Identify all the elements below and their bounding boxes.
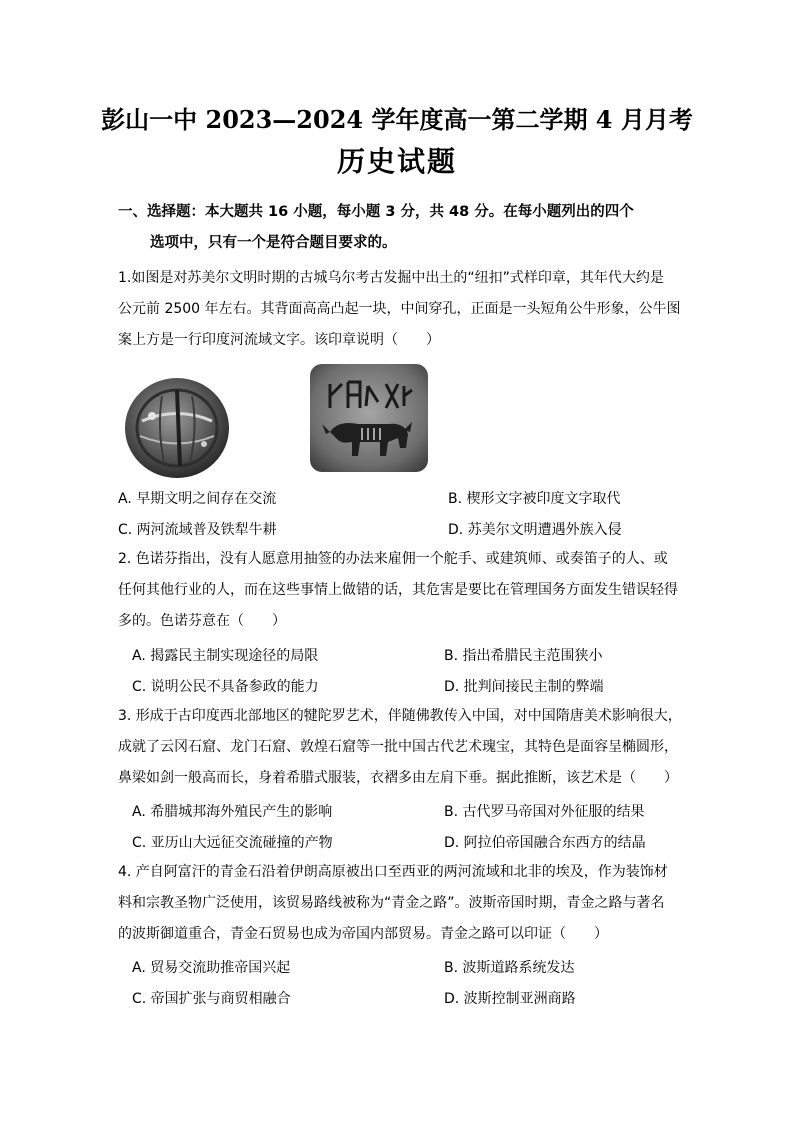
question-line: 1.如图是对苏美尔文明时期的古城乌尔考古发掘中出土的“纽扣”式样印章，其年代大约是 [118, 270, 664, 286]
question-line: 2. 色诺芬指出，没有人愿意用抽签的办法来雇佣一个舵手、或建筑师、或奏笛子的人、或 [118, 551, 668, 567]
question-line: 公元前 2500 年左右。其背面高高凸起一块，中间穿孔，正面是一头短角公牛形象，公牛图 [118, 301, 681, 317]
question-line: 多的。色诺芬意在（ ） [118, 613, 286, 629]
section-line-1: 一、选择题：本大题共 16 小题，每小题 3 分，共 48 分。在每小题列出的四个 [118, 204, 634, 220]
question-1-stem [118, 263, 681, 356]
question-3-option-b[interactable]: B. 古代罗马帝国对外征服的结果 [444, 804, 645, 820]
exam-title: 彭山一中 2023—2024 学年度高一第二学期 4 月月考 [101, 105, 693, 134]
question-line: 成就了云冈石窟、龙门石窟、敦煌石窟等一批中国古代艺术瑰宝，其特色是面容呈椭圆形， [118, 739, 678, 755]
question-4-option-d[interactable]: D. 波斯控制亚洲商路 [444, 991, 576, 1007]
section-line-2: 选项中，只有一个是符合题目要求的。 [150, 235, 397, 251]
question-2-option-c[interactable]: C. 说明公民不具备参政的能力 [132, 679, 319, 695]
question-1-option-d[interactable]: D. 苏美尔文明遭遇外族入侵 [448, 522, 622, 538]
question-line: 鼻梁如剑一般高而长，身着希腊式服装，衣褶多由左肩下垂。据此推断，该艺术是（ ） [118, 770, 678, 786]
question-line: 案上方是一行印度河流域文字。该印章说明（ ） [118, 332, 440, 348]
question-1-option-a[interactable]: A. 早期文明之间存在交流 [118, 491, 277, 507]
seal-back-image [122, 376, 232, 481]
question-3-option-d[interactable]: D. 阿拉伯帝国融合东西方的结晶 [444, 835, 646, 851]
question-2-stem [118, 544, 678, 637]
question-line: 4. 产自阿富汗的青金石沿着伊朗高原被出口至西亚的两河流域和北非的埃及，作为装饰材 [118, 864, 668, 880]
question-1-option-c[interactable]: C. 两河流域普及铁犁牛耕 [118, 522, 277, 538]
question-line: 料和宗教圣物广泛使用，该贸易路线被称为“青金之路”。波斯帝国时期，青金之路与著名 [118, 895, 665, 911]
seal-front-image [308, 362, 430, 474]
question-1-option-b[interactable]: B. 楔形文字被印度文字取代 [448, 491, 621, 507]
question-3-option-c[interactable]: C. 亚历山大远征交流碰撞的产物 [132, 835, 333, 851]
question-4-option-c[interactable]: C. 帝国扩张与商贸相融合 [132, 991, 291, 1007]
question-2-option-d[interactable]: D. 批判间接民主制的弊端 [444, 679, 604, 695]
question-2-option-a[interactable]: A. 揭露民主制实现途径的局限 [132, 648, 319, 664]
question-4-option-a[interactable]: A. 贸易交流助推帝国兴起 [132, 960, 291, 976]
question-line: 的波斯御道重合，青金石贸易也成为帝国内部贸易。青金之路可以印证（ ） [118, 926, 608, 942]
question-3-stem [118, 701, 682, 794]
section-instructions [118, 197, 678, 259]
question-3-option-a[interactable]: A. 希腊城邦海外殖民产生的影响 [132, 804, 333, 820]
question-line: 任何其他行业的人，而在这些事情上做错的话，其危害是要比在管理国务方面发生错误轻得 [118, 582, 678, 598]
question-4-option-b[interactable]: B. 波斯道路系统发达 [444, 960, 575, 976]
question-2-option-b[interactable]: B. 指出希腊民主范围狭小 [444, 648, 603, 664]
question-line: 3. 形成于古印度西北部地区的犍陀罗艺术，伴随佛教传入中国，对中国隋唐美术影响很大， [118, 708, 682, 724]
question-4-stem [118, 857, 678, 950]
exam-subtitle: 历史试题 [336, 145, 457, 178]
